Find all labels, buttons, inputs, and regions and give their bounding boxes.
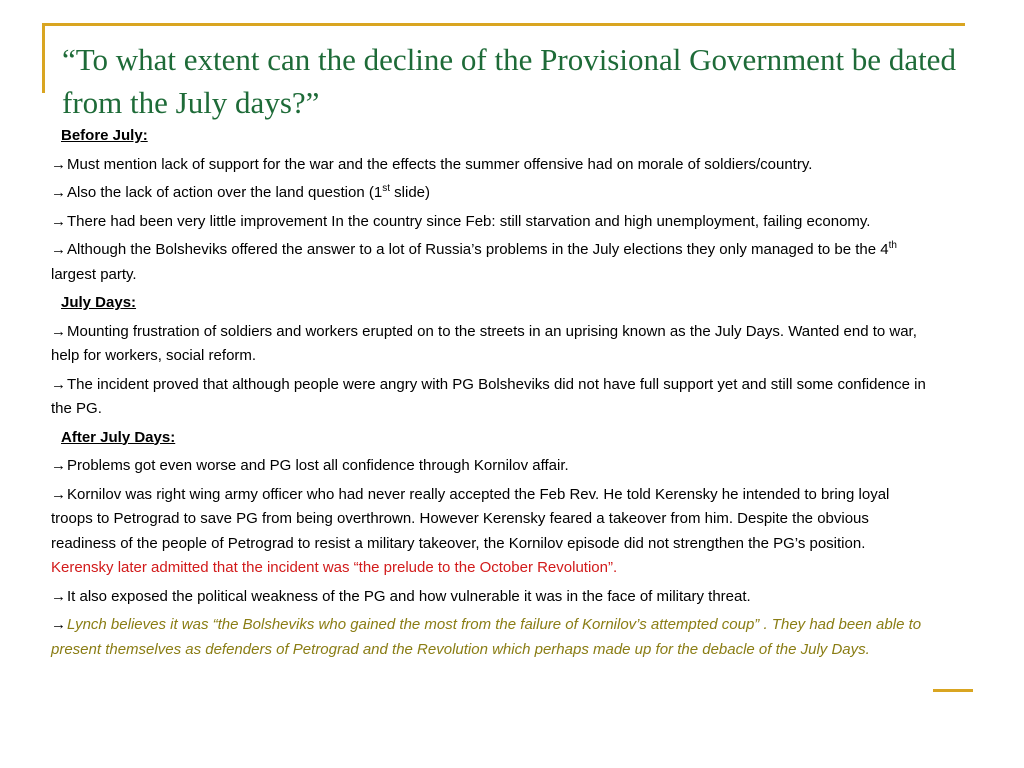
right-arrow-icon: → [51, 587, 66, 605]
slide-content [51, 124, 931, 666]
right-arrow-icon: → [51, 322, 66, 340]
bullet-item [51, 238, 931, 287]
bullet-item [51, 613, 931, 662]
bullet-text: The incident proved that although people were angry with PG Bolsheviks did not have full support yet and still some confidence in the PG. [51, 375, 926, 417]
bullet-text: Although the Bolsheviks offered the answer to a lot of Russia’s problems in the July elections they only managed to be the 4 [67, 241, 889, 258]
bullet-text: Also the lack of action over the land question (1 [67, 184, 383, 201]
corner-rule [933, 689, 973, 692]
quote-highlight: Kerensky later admitted that the incident was “the prelude to the October Revolution”. [51, 559, 618, 576]
right-arrow-icon: → [51, 616, 66, 633]
bullet-item [51, 320, 931, 369]
bullet-text: Mounting frustration of soldiers and workers erupted on to the streets in an uprising known as the July Days. Wanted end to war, help for workers, social reform. [51, 322, 917, 364]
right-arrow-icon: → [51, 375, 66, 393]
bullet-item [51, 181, 931, 206]
section-heading-after-july-days: After July Days: [61, 428, 176, 446]
bullet-item [51, 585, 931, 610]
bullet-text: Problems got even worse and PG lost all confidence through Kornilov affair. [67, 457, 569, 474]
historian-quote: Lynch believes it was “the Bolsheviks who gained the most from the failure of Kornilov’s attempted coup” . They had been able to present themselves as defenders of Petrograd and the Revolution which perhaps made up for the debacle of the July Days. [51, 616, 922, 658]
top-rule [42, 23, 965, 26]
right-arrow-icon: → [51, 212, 66, 230]
right-arrow-icon: → [51, 155, 66, 173]
bullet-text: slide) [389, 184, 430, 201]
bullet-item [51, 373, 931, 422]
left-rule [42, 23, 45, 93]
bullet-text: It also exposed the political weakness of the PG and how vulnerable it was in the face of military threat. [67, 587, 751, 605]
bullet-text: There had been very little improvement In the country since Feb: still starvation and high unemployment, failing economy. [67, 212, 871, 230]
superscript: st [382, 183, 390, 194]
slide-title: “To what extent can the decline of the Provisional Government be dated from the July days?” [62, 42, 956, 120]
right-arrow-icon: → [51, 485, 66, 503]
bullet-item [51, 210, 931, 235]
bullet-item [51, 454, 931, 479]
right-arrow-icon: → [51, 184, 66, 201]
section-heading-july-days: July Days: [61, 294, 137, 311]
bullet-text: Must mention lack of support for the war and the effects the summer offensive had on morale of soldiers/country. [67, 155, 813, 173]
right-arrow-icon: → [51, 457, 66, 474]
bullet-item [51, 153, 931, 178]
right-arrow-icon: → [51, 241, 66, 258]
superscript: th [888, 240, 897, 251]
bullet-text: Kornilov was right wing army officer who had never really accepted the Feb Rev. He told Kerensky he intended to bring loyal troops to Petrograd to save PG from being overthrown. However Kerensky feared a takeover from him. Despite the obvious readiness of the people of Petrograd to resist a military takeover, the Kornilov episode did not strengthen the PG’s position. [51, 485, 890, 552]
bullet-text: largest party. [51, 265, 137, 283]
section-heading-before-july: Before July: [61, 127, 148, 144]
bullet-item [51, 483, 931, 581]
